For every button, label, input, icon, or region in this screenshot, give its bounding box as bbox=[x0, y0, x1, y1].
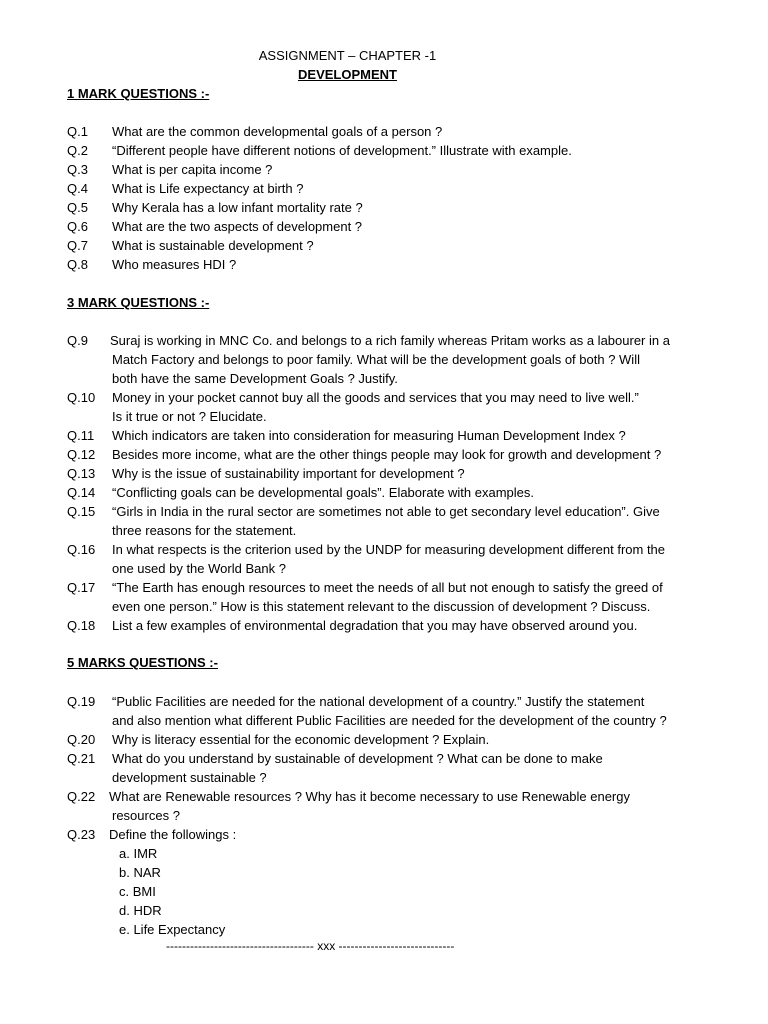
question-number: Q.8 bbox=[67, 257, 88, 272]
question-number: Q.6 bbox=[67, 219, 88, 234]
question-text: one used by the World Bank ? bbox=[112, 561, 286, 576]
question-number: Q.23 bbox=[67, 827, 96, 842]
definition-item: b. NAR bbox=[119, 865, 161, 880]
question-number: Q.1 bbox=[67, 124, 88, 139]
question-number: Q.7 bbox=[67, 238, 88, 253]
question-number: Q.13 bbox=[67, 466, 96, 481]
question-number: Q.15 bbox=[67, 504, 96, 519]
question-text: What is sustainable development ? bbox=[112, 238, 314, 253]
question-text: Why is the issue of sustainability important for development ? bbox=[112, 466, 465, 481]
question-number: Q.4 bbox=[67, 181, 88, 196]
question-text: Besides more income, what are the other things people may look for growth and development ? bbox=[112, 447, 662, 462]
question-text: List a few examples of environmental degradation that you may have observed around you. bbox=[112, 618, 638, 633]
question-number: Q.16 bbox=[67, 542, 96, 557]
document-title: ASSIGNMENT – CHAPTER -1 bbox=[258, 48, 437, 63]
question-text: Define the followings : bbox=[109, 827, 237, 842]
question-text: Match Factory and belongs to poor family. What will be the development goals of both ? Will bbox=[112, 352, 640, 367]
section-heading-1-mark: 1 MARK QUESTIONS :- bbox=[67, 86, 210, 101]
question-number: Q.3 bbox=[67, 162, 88, 177]
question-number: Q.9 bbox=[67, 333, 88, 348]
question-text: “Girls in India in the rural sector are sometimes not able to get secondary level education”. Give bbox=[112, 504, 660, 519]
question-text: resources ? bbox=[112, 808, 180, 823]
question-text: What are the two aspects of development ? bbox=[112, 219, 363, 234]
question-number: Q.17 bbox=[67, 580, 96, 595]
question-text: Is it true or not ? Elucidate. bbox=[112, 409, 267, 424]
question-number: Q.22 bbox=[67, 789, 96, 804]
question-text: What are Renewable resources ? Why has it become necessary to use Renewable energy bbox=[109, 789, 630, 804]
question-text: both have the same Development Goals ? Justify. bbox=[112, 371, 398, 386]
question-text: In what respects is the criterion used by the UNDP for measuring development different from the bbox=[112, 542, 666, 557]
question-text: Money in your pocket cannot buy all the goods and services that you may need to live well.” bbox=[112, 390, 639, 405]
question-text: What is Life expectancy at birth ? bbox=[112, 181, 304, 196]
question-number: Q.19 bbox=[67, 694, 96, 709]
question-number: Q.20 bbox=[67, 732, 96, 747]
question-text: and also mention what different Public Facilities are needed for the development of the country ? bbox=[112, 713, 667, 728]
definition-item: e. Life Expectancy bbox=[119, 922, 226, 937]
section-heading-3-mark: 3 MARK QUESTIONS :- bbox=[67, 295, 210, 310]
question-number: Q.12 bbox=[67, 447, 96, 462]
question-text: Why Kerala has a low infant mortality rate ? bbox=[112, 200, 363, 215]
question-number: Q.2 bbox=[67, 143, 88, 158]
definition-item: a. IMR bbox=[119, 846, 158, 861]
question-text: “Conflicting goals can be developmental goals”. Elaborate with examples. bbox=[112, 485, 535, 500]
question-number: Q.11 bbox=[67, 428, 95, 443]
question-text: What are the common developmental goals of a person ? bbox=[112, 124, 443, 139]
question-number: Q.21 bbox=[67, 751, 96, 766]
question-number: Q.5 bbox=[67, 200, 88, 215]
question-text: “Different people have different notions of development.” Illustrate with example. bbox=[112, 143, 572, 158]
question-text: “Public Facilities are needed for the national development of a country.” Justify the statement bbox=[112, 694, 645, 709]
question-text: Who measures HDI ? bbox=[112, 257, 237, 272]
question-number: Q.10 bbox=[67, 390, 96, 405]
end-of-document-divider: ------------------------------------- xxx ----------------------------- bbox=[166, 939, 455, 953]
question-text: What is per capita income ? bbox=[112, 162, 273, 177]
question-text: Which indicators are taken into consideration for measuring Human Development Index ? bbox=[112, 428, 626, 443]
question-text: What do you understand by sustainable of development ? What can be done to make bbox=[112, 751, 603, 766]
definition-item: c. BMI bbox=[119, 884, 156, 899]
question-number: Q.14 bbox=[67, 485, 96, 500]
question-text: even one person.” How is this statement relevant to the discussion of development ? Discuss. bbox=[112, 599, 651, 614]
document-subtitle: DEVELOPMENT bbox=[298, 67, 397, 82]
question-text: Why is literacy essential for the economic development ? Explain. bbox=[112, 732, 490, 747]
question-text: development sustainable ? bbox=[112, 770, 267, 785]
question-number: Q.18 bbox=[67, 618, 96, 633]
definition-item: d. HDR bbox=[119, 903, 162, 918]
question-text: three reasons for the statement. bbox=[112, 523, 297, 538]
question-text: “The Earth has enough resources to meet the needs of all but not enough to satisfy the greed of bbox=[112, 580, 663, 595]
question-text: Suraj is working in MNC Co. and belongs to a rich family whereas Pritam works as a labourer in a bbox=[110, 333, 670, 348]
section-heading-5-marks: 5 MARKS QUESTIONS :- bbox=[67, 655, 218, 670]
